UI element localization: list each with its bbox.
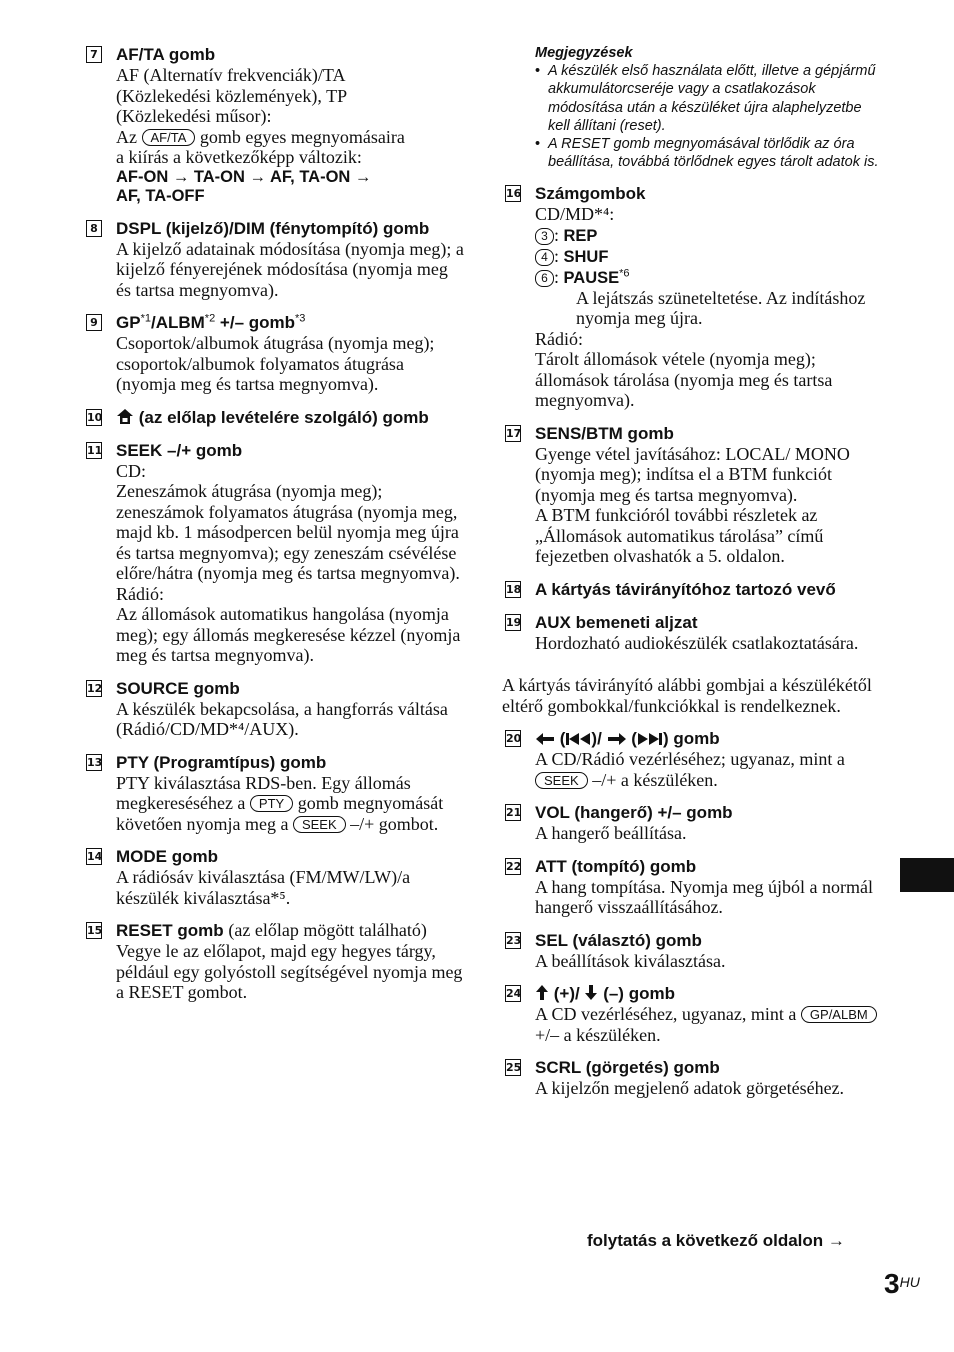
item-21 xyxy=(505,802,885,844)
item-15 xyxy=(86,920,466,1003)
intro-paragraph: A kártyás távirányító alábbi gombjai a készülékétől eltérő gombokkal/funkciókkal is rendelkeznek. xyxy=(502,675,872,716)
item-title: AF/TA gomb xyxy=(116,45,216,64)
item-body: Csoportok/albumok átugrása (nyomja meg); csoportok/albumok folyamatos átugrása (nyomja meg és tartsa megnyomva). xyxy=(116,333,435,394)
item-body: Vegye le az előlapot, majd egy hegyes tárgy, például egy golyóstoll segítségével nyomja meg a RESET gombot. xyxy=(116,941,463,1002)
body-text: –/+ a készüléken. xyxy=(592,769,718,790)
item-number: 25 xyxy=(506,1061,522,1075)
item-number: 10 xyxy=(87,410,103,424)
body-line: a kiírás a következőképp változik: xyxy=(116,147,362,167)
body-text: –/+ gombot. xyxy=(350,813,439,834)
continue-note: folytatás a következő oldalon → xyxy=(587,1231,845,1250)
item-title: RESET gomb xyxy=(116,921,224,940)
item-7 xyxy=(86,44,466,206)
item-number: 9 xyxy=(86,314,102,331)
body-line: AF (Alternatív frekvenciák)/TA xyxy=(116,65,346,85)
item-body: A kijelző adatainak módosítása (nyomja meg); a kijelző fényerejének módosítása (nyomja meg és tartsa megnyomva). xyxy=(116,238,464,300)
item-19 xyxy=(505,612,885,654)
right-column xyxy=(502,44,885,1111)
item-number: 15 xyxy=(87,924,103,937)
sequence-line: AF, TA-OFF xyxy=(116,186,205,205)
item-title: ATT (tompító) gomb xyxy=(535,856,697,876)
item-number: 24 xyxy=(506,987,522,1001)
item-20: 20 ( )/ ( ) gomb A CD/Rádió vezérléséhez; ugyanaz, mint a SEEK –/+ a készüléken. xyxy=(506,729,845,790)
next-track-icon xyxy=(637,732,663,746)
seek-key: SEEK xyxy=(535,772,588,789)
item-body: A beállítások kiválasztása. xyxy=(535,950,726,971)
item-title: SOURCE gomb xyxy=(116,678,240,698)
sequence-line: AF-ON → TA-ON → AF, TA-ON → xyxy=(116,167,372,186)
seek-key: SEEK xyxy=(293,816,346,833)
item-number: 19 xyxy=(506,615,522,629)
body-text: Az xyxy=(116,126,137,147)
item-title: SCRL (görgetés) gomb xyxy=(535,1058,720,1078)
page-language-suffix: HU xyxy=(899,1274,920,1290)
item-number: 8 xyxy=(86,220,102,237)
key-label: SHUF xyxy=(563,247,609,266)
item-8 xyxy=(86,218,466,301)
item-25 xyxy=(505,1057,885,1099)
subheading: CD: xyxy=(116,460,147,481)
item-body: A hangerő beállítása. xyxy=(535,823,687,844)
body-line: (Közlekedési műsor): xyxy=(116,106,272,126)
item-16: 16 Számgombok CD/MD*⁴: 3 : REP 4 : SHUF 6 : PAUSE$^{*6}$ A lejátszás szüneteltetése. Az indításhoz nyomja meg újra. Rádió: Tárolt állomások vétele (nyomja meg); állomások tárolása (nyomja meg és tartsa megnyomva). xyxy=(505,183,885,411)
item-title: SENS/BTM gomb xyxy=(535,423,674,443)
key-4: 4 xyxy=(535,249,554,266)
item-body: Az állomások automatikus hangolása (nyomja meg); egy állomás megkeresése kézzel (nyomja meg és tartsa megnyomva). xyxy=(116,604,461,665)
note-item: A készülék első használata előtt, illetve a gépjármű akkumulátorcseréje vagy a csatlakozások módosítása után a készüléket újra alaphelyzetbe kell állítani (reset). xyxy=(548,63,876,134)
body-text: PTY kiválasztása RDS-ben. Egy állomás megkereséséhez a xyxy=(116,772,411,813)
notes-title: Megjegyzések xyxy=(535,45,633,61)
item-24: 24 (+)/ (–) gomb A CD vezérléséhez, ugyanaz, mint a GP/ALBM +/– a készüléken. xyxy=(505,983,885,1045)
item-title: DSPL (kijelző)/DIM (fénytompító) gomb xyxy=(116,218,430,238)
notes-box: Megjegyzések • A készülék első használata előtt, illetve a gépjármű akkumulátorcseréje vagy a csatlakozások módosítása után a készüléket újra alaphelyzetbe kell állítani (reset). • A RESET gomb megnyomásával törlődik az óra beállítása, továbbá törlődnek egyes tárolt adatok is. xyxy=(535,44,885,171)
item-body: Tárolt állomások vétele (nyomja meg); állomások tárolása (nyomja meg és tartsa megnyomva). xyxy=(535,349,833,411)
body-text: gomb megnyomását követően nyomja meg a xyxy=(116,793,444,834)
item-13 xyxy=(86,752,466,835)
item-12 xyxy=(86,678,466,740)
subheading: Rádió: xyxy=(116,583,164,604)
item-number: 16 xyxy=(506,187,522,201)
item-10 xyxy=(86,407,466,428)
item-title: SEEK –/+ gomb xyxy=(116,440,243,460)
body-line: (Közlekedési közlemények), TP xyxy=(116,85,348,106)
item-title: VOL (hangerő) +/– gomb xyxy=(535,803,733,823)
item-title: (az előlap levételére szolgáló) gomb xyxy=(138,407,429,427)
pty-key: PTY xyxy=(250,795,293,812)
item-number: 17 xyxy=(506,426,522,440)
item-9 xyxy=(86,312,466,395)
item-number: 21 xyxy=(506,806,522,820)
arrow-up-icon xyxy=(535,984,549,1001)
item-title: AUX bemeneti aljzat xyxy=(535,612,698,632)
body-text: +/– a készüléken. xyxy=(535,1024,661,1045)
key-6: 6 xyxy=(535,270,554,287)
item-title-extra: (az előlap mögött található) xyxy=(228,920,427,940)
left-column xyxy=(86,44,466,1015)
item-14 xyxy=(86,846,466,908)
gp-albm-key: GP/ALBM xyxy=(801,1006,877,1023)
body-text: gomb egyes megnyomásaira xyxy=(199,126,405,147)
item-body: Zeneszámok átugrása (nyomja meg); zeneszámok folyamatos átugrása (nyomja meg, majd kb. 1 másodpercen belül nyomja meg újra és tartsa megnyomva); egy zeneszám csévélése előre/hátra (nyomja meg és tartsa megnyomva). xyxy=(116,481,460,583)
subheading: CD/MD*⁴: xyxy=(535,204,615,225)
item-number: 12 xyxy=(87,681,103,695)
item-number: 23 xyxy=(506,933,522,947)
item-body: A kijelzőn megjelenő adatok görgetéséhez. xyxy=(535,1078,845,1099)
body-text: A CD/Rádió vezérléséhez; ugyanaz, mint a xyxy=(535,749,845,770)
subheading: Rádió: xyxy=(535,328,583,349)
item-number: 13 xyxy=(87,755,103,769)
item-number: 18 xyxy=(506,582,522,596)
item-title: $GP^{*1}/ALBM^{*2}$ +/– gomb$^{*3}$ xyxy=(116,312,306,332)
item-title: SEL (választó) gomb xyxy=(535,930,702,950)
item-number: 14 xyxy=(87,850,103,863)
arrow-down-icon xyxy=(584,984,598,1001)
item-body: A lejátszás szüneteltetése. Az indításhoz nyomja meg újra. xyxy=(576,287,866,329)
item-18 xyxy=(505,579,885,600)
previous-track-icon xyxy=(565,732,591,746)
page-number: $3^{HU}$ xyxy=(884,1268,920,1299)
key-label: REP xyxy=(563,226,598,245)
item-body: Gyenge vétel javításához: LOCAL/ MONO (nyomja meg); indítsa el a BTM funkciót (nyomja meg és tartsa megnyomva). xyxy=(535,443,850,505)
section-tab-marker xyxy=(900,858,954,892)
item-17 xyxy=(505,423,885,567)
item-22 xyxy=(505,856,885,918)
body-text: A CD vezérléséhez, ugyanaz, mint a xyxy=(535,1004,797,1025)
af-ta-key: AF/TA xyxy=(142,129,196,146)
item-title: PTY (Programtípus) gomb xyxy=(116,752,327,772)
item-number: 22 xyxy=(506,859,522,873)
key-label: PAUSE xyxy=(563,268,620,287)
item-number: 11 xyxy=(87,443,103,457)
item-body: A hang tompítása. Nyomja meg újból a normál hangerő visszaállításához. xyxy=(535,876,873,918)
item-number: 7 xyxy=(86,46,102,63)
note-item: A RESET gomb megnyomásával törlődik az óra beállítása, továbbá törlődnek egyes tárolt adatok is. xyxy=(548,136,879,171)
item-body: A rádiósáv kiválasztása (FM/MW/LW)/a készülék kiválasztása*⁵. xyxy=(116,867,411,908)
arrow-left-icon xyxy=(535,732,555,746)
item-body: A készülék bekapcsolása, a hangforrás váltása (Rádió/CD/MD*⁴/AUX). xyxy=(116,698,448,739)
arrow-right-icon xyxy=(607,732,627,746)
item-body: Hordozható audiokészülék csatlakoztatására. xyxy=(535,632,859,653)
item-11 xyxy=(86,440,466,666)
item-body: A BTM funkcióról további részletek az „Állomások automatikus tárolása” című fejezetben olvashatók a 5. oldalon. xyxy=(535,505,824,567)
item-title: MODE gomb xyxy=(116,847,218,866)
key-3: 3 xyxy=(535,228,554,245)
item-title: Számgombok xyxy=(535,184,646,204)
item-number: 20 xyxy=(506,732,522,746)
front-panel-release-icon xyxy=(116,408,134,425)
item-title: A kártyás távirányítóhoz tartozó vevő xyxy=(535,579,836,599)
item-23 xyxy=(505,930,885,972)
